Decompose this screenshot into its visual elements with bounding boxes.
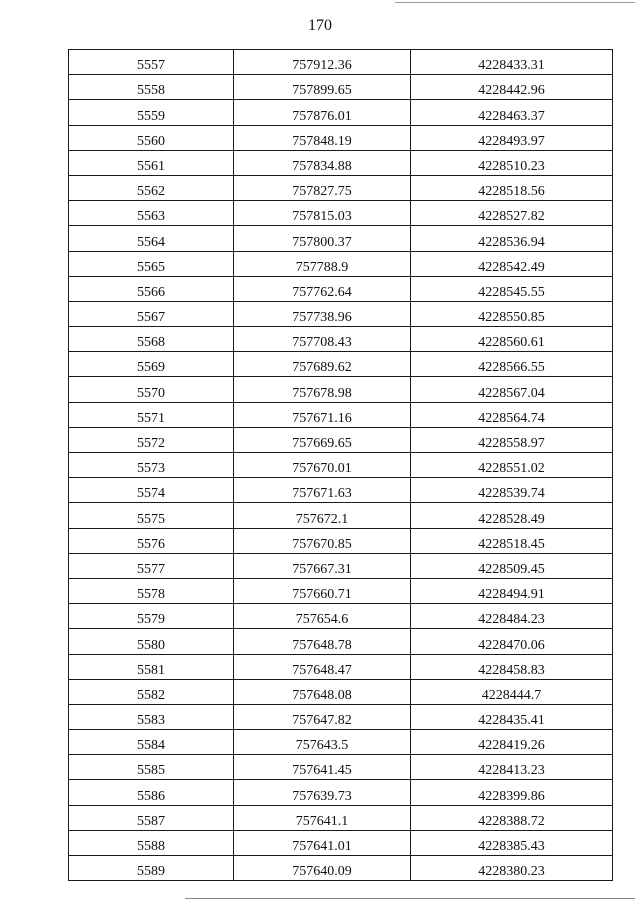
table-row xyxy=(69,175,613,200)
x-coordinate-cell: 757641.45 xyxy=(234,755,411,780)
y-coordinate-cell: 4228567.04 xyxy=(411,377,613,402)
table-row xyxy=(69,276,613,301)
y-coordinate-cell: 4228518.56 xyxy=(411,175,613,200)
x-coordinate-cell: 757815.03 xyxy=(234,201,411,226)
point-id-cell: 5580 xyxy=(69,629,234,654)
point-id-cell: 5566 xyxy=(69,276,234,301)
point-id-cell: 5578 xyxy=(69,578,234,603)
point-id-cell: 5586 xyxy=(69,780,234,805)
y-coordinate-cell: 4228518.45 xyxy=(411,528,613,553)
table-row xyxy=(69,75,613,100)
point-id-cell: 5575 xyxy=(69,503,234,528)
point-id-cell: 5570 xyxy=(69,377,234,402)
table-row xyxy=(69,553,613,578)
x-coordinate-cell: 757648.08 xyxy=(234,679,411,704)
x-coordinate-cell: 757669.65 xyxy=(234,427,411,452)
table-row xyxy=(69,805,613,830)
point-id-cell: 5581 xyxy=(69,654,234,679)
table-row xyxy=(69,704,613,729)
table-row xyxy=(69,830,613,855)
table-row xyxy=(69,327,613,352)
point-id-cell: 5588 xyxy=(69,830,234,855)
x-coordinate-cell: 757648.78 xyxy=(234,629,411,654)
table-row xyxy=(69,604,613,629)
x-coordinate-cell: 757876.01 xyxy=(234,100,411,125)
table-row xyxy=(69,301,613,326)
table-row xyxy=(69,755,613,780)
point-id-cell: 5587 xyxy=(69,805,234,830)
table-row xyxy=(69,402,613,427)
y-coordinate-cell: 4228560.61 xyxy=(411,327,613,352)
y-coordinate-cell: 4228510.23 xyxy=(411,150,613,175)
y-coordinate-cell: 4228551.02 xyxy=(411,453,613,478)
point-id-cell: 5572 xyxy=(69,427,234,452)
y-coordinate-cell: 4228435.41 xyxy=(411,704,613,729)
table-row xyxy=(69,730,613,755)
point-id-cell: 5565 xyxy=(69,251,234,276)
y-coordinate-cell: 4228444.7 xyxy=(411,679,613,704)
point-id-cell: 5589 xyxy=(69,856,234,881)
x-coordinate-cell: 757660.71 xyxy=(234,578,411,603)
x-coordinate-cell: 757678.98 xyxy=(234,377,411,402)
table-row xyxy=(69,201,613,226)
x-coordinate-cell: 757648.47 xyxy=(234,654,411,679)
x-coordinate-cell: 757848.19 xyxy=(234,125,411,150)
x-coordinate-cell: 757643.5 xyxy=(234,730,411,755)
table-row xyxy=(69,528,613,553)
table-row xyxy=(69,377,613,402)
y-coordinate-cell: 4228550.85 xyxy=(411,301,613,326)
point-id-cell: 5576 xyxy=(69,528,234,553)
x-coordinate-cell: 757654.6 xyxy=(234,604,411,629)
y-coordinate-cell: 4228419.26 xyxy=(411,730,613,755)
y-coordinate-cell: 4228566.55 xyxy=(411,352,613,377)
x-coordinate-cell: 757667.31 xyxy=(234,553,411,578)
scan-edge-line-bottom xyxy=(185,898,635,899)
table-row xyxy=(69,654,613,679)
x-coordinate-cell: 757708.43 xyxy=(234,327,411,352)
table-row xyxy=(69,503,613,528)
y-coordinate-cell: 4228433.31 xyxy=(411,50,613,75)
point-id-cell: 5574 xyxy=(69,478,234,503)
x-coordinate-cell: 757671.16 xyxy=(234,402,411,427)
y-coordinate-cell: 4228527.82 xyxy=(411,201,613,226)
table-row xyxy=(69,629,613,654)
x-coordinate-cell: 757641.1 xyxy=(234,805,411,830)
coordinates-table xyxy=(68,49,613,881)
y-coordinate-cell: 4228494.91 xyxy=(411,578,613,603)
x-coordinate-cell: 757689.62 xyxy=(234,352,411,377)
table-row xyxy=(69,251,613,276)
x-coordinate-cell: 757671.63 xyxy=(234,478,411,503)
y-coordinate-cell: 4228413.23 xyxy=(411,755,613,780)
x-coordinate-cell: 757670.85 xyxy=(234,528,411,553)
y-coordinate-cell: 4228493.97 xyxy=(411,125,613,150)
y-coordinate-cell: 4228542.49 xyxy=(411,251,613,276)
table-row xyxy=(69,578,613,603)
point-id-cell: 5557 xyxy=(69,50,234,75)
scan-edge-line-top xyxy=(395,2,635,3)
x-coordinate-cell: 757738.96 xyxy=(234,301,411,326)
table-row xyxy=(69,453,613,478)
point-id-cell: 5569 xyxy=(69,352,234,377)
coordinates-table-body xyxy=(69,50,613,881)
point-id-cell: 5582 xyxy=(69,679,234,704)
y-coordinate-cell: 4228380.23 xyxy=(411,856,613,881)
point-id-cell: 5584 xyxy=(69,730,234,755)
y-coordinate-cell: 4228545.55 xyxy=(411,276,613,301)
y-coordinate-cell: 4228509.45 xyxy=(411,553,613,578)
y-coordinate-cell: 4228558.97 xyxy=(411,427,613,452)
point-id-cell: 5561 xyxy=(69,150,234,175)
point-id-cell: 5559 xyxy=(69,100,234,125)
table-row xyxy=(69,150,613,175)
table-row xyxy=(69,478,613,503)
x-coordinate-cell: 757788.9 xyxy=(234,251,411,276)
y-coordinate-cell: 4228463.37 xyxy=(411,100,613,125)
point-id-cell: 5564 xyxy=(69,226,234,251)
y-coordinate-cell: 4228388.72 xyxy=(411,805,613,830)
y-coordinate-cell: 4228484.23 xyxy=(411,604,613,629)
y-coordinate-cell: 4228564.74 xyxy=(411,402,613,427)
point-id-cell: 5563 xyxy=(69,201,234,226)
y-coordinate-cell: 4228536.94 xyxy=(411,226,613,251)
point-id-cell: 5568 xyxy=(69,327,234,352)
y-coordinate-cell: 4228442.96 xyxy=(411,75,613,100)
point-id-cell: 5558 xyxy=(69,75,234,100)
x-coordinate-cell: 757670.01 xyxy=(234,453,411,478)
y-coordinate-cell: 4228399.86 xyxy=(411,780,613,805)
point-id-cell: 5560 xyxy=(69,125,234,150)
point-id-cell: 5583 xyxy=(69,704,234,729)
table-row xyxy=(69,427,613,452)
x-coordinate-cell: 757912.36 xyxy=(234,50,411,75)
x-coordinate-cell: 757641.01 xyxy=(234,830,411,855)
point-id-cell: 5562 xyxy=(69,175,234,200)
x-coordinate-cell: 757762.64 xyxy=(234,276,411,301)
table-row xyxy=(69,679,613,704)
x-coordinate-cell: 757639.73 xyxy=(234,780,411,805)
table-row xyxy=(69,352,613,377)
table-row xyxy=(69,856,613,881)
x-coordinate-cell: 757827.75 xyxy=(234,175,411,200)
x-coordinate-cell: 757672.1 xyxy=(234,503,411,528)
table-row xyxy=(69,125,613,150)
y-coordinate-cell: 4228458.83 xyxy=(411,654,613,679)
point-id-cell: 5567 xyxy=(69,301,234,326)
table-row xyxy=(69,780,613,805)
table-row xyxy=(69,100,613,125)
table-row xyxy=(69,226,613,251)
y-coordinate-cell: 4228470.06 xyxy=(411,629,613,654)
x-coordinate-cell: 757800.37 xyxy=(234,226,411,251)
x-coordinate-cell: 757647.82 xyxy=(234,704,411,729)
page-number: 170 xyxy=(308,17,332,34)
x-coordinate-cell: 757834.88 xyxy=(234,150,411,175)
point-id-cell: 5585 xyxy=(69,755,234,780)
point-id-cell: 5579 xyxy=(69,604,234,629)
y-coordinate-cell: 4228539.74 xyxy=(411,478,613,503)
point-id-cell: 5577 xyxy=(69,553,234,578)
table-row xyxy=(69,50,613,75)
y-coordinate-cell: 4228528.49 xyxy=(411,503,613,528)
point-id-cell: 5571 xyxy=(69,402,234,427)
point-id-cell: 5573 xyxy=(69,453,234,478)
x-coordinate-cell: 757640.09 xyxy=(234,856,411,881)
x-coordinate-cell: 757899.65 xyxy=(234,75,411,100)
y-coordinate-cell: 4228385.43 xyxy=(411,830,613,855)
